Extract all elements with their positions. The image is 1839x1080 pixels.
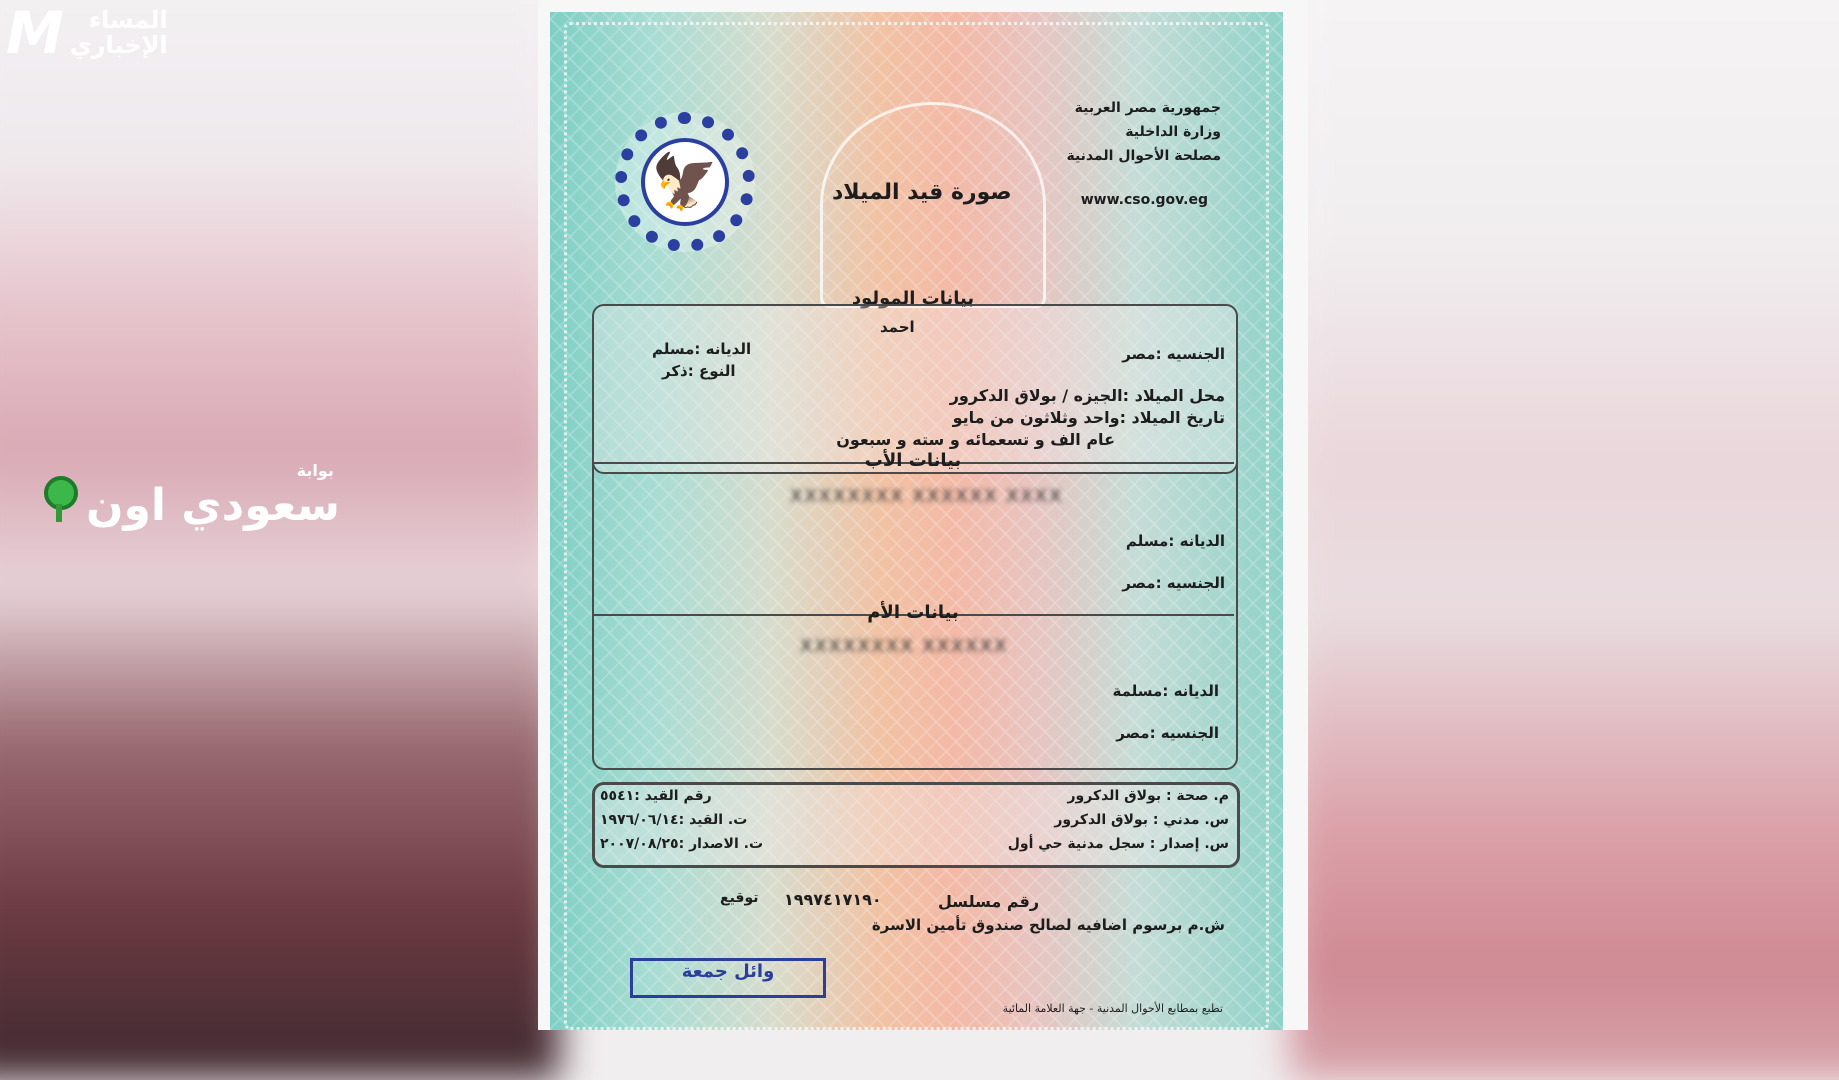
document-title: صورة قيد الميلاد — [832, 180, 1012, 205]
watermark-logo-side — [44, 462, 340, 532]
rosette-ornament — [820, 102, 1046, 308]
blurred-background-right — [1290, 0, 1839, 1080]
header-authority: مصلحة الأحوال المدنية — [1066, 148, 1221, 164]
watermark-logo-top — [6, 0, 168, 67]
section-mother: بيانات الأم — [867, 602, 959, 623]
mother-religion: الديانه :مسلمة — [1112, 682, 1219, 700]
registry-issue-office: س. إصدار : سجل مدنية حي أول — [1007, 836, 1229, 852]
newborn-nationality: الجنسيه :مصر — [1122, 345, 1225, 363]
mother-nationality: الجنسيه :مصر — [1116, 724, 1219, 742]
header-ministry: وزارة الداخلية — [1125, 124, 1221, 140]
newborn-birthplace: محل الميلاد :الجيزه / بولاق الدكرور — [949, 386, 1225, 405]
logo-line-2: الإخباري — [69, 31, 168, 59]
eagle-seal — [615, 112, 755, 252]
father-nationality: الجنسيه :مصر — [1122, 574, 1225, 592]
eagle-icon: 🦅 — [641, 138, 729, 226]
serial-label: رقم مسلسل — [938, 892, 1040, 911]
signature-label: توقيع — [720, 890, 759, 906]
logo-line-1: المساء — [88, 5, 168, 34]
father-religion: الديانه :مسلم — [1125, 532, 1225, 550]
header-website: www.cso.gov.eg — [1080, 192, 1208, 208]
stamp-text: وائل جمعة — [681, 961, 775, 982]
birth-certificate — [550, 12, 1283, 1030]
logo-name: سعودي اون — [86, 480, 340, 531]
official-stamp — [630, 958, 826, 998]
registry-record-number: رقم القيد :٥٥٤١ — [600, 788, 712, 804]
bottom-note: تطبع بمطابع الأحوال المدنية - جهة العلامة المائية — [1002, 1002, 1223, 1015]
mother-name-redacted: XXXXXXXX XXXXXX — [800, 636, 1009, 657]
newborn-religion: الديانه :مسلم — [652, 340, 752, 358]
father-name-redacted: XXXXXXXX XXXXXX XXXX — [790, 486, 1064, 507]
newborn-gender: النوع :ذكر — [662, 362, 736, 380]
registry-record-date: ت. القيد :١٩٧٦/٠٦/١٤ — [600, 812, 748, 828]
logo-m-icon: M — [6, 0, 64, 67]
blurred-background-left — [0, 0, 560, 1080]
section-father: بيانات الأب — [864, 450, 962, 471]
newborn-birthdate: تاريخ الميلاد :واحد وثلاثون من مايو — [952, 408, 1225, 427]
newborn-name: احمد — [880, 318, 915, 336]
registry-civil-office: س. مدني : بولاق الدكرور — [1054, 812, 1229, 828]
serial-number: ١٩٩٧٤١٧١٩٠ — [784, 890, 882, 909]
logo-prefix: بوابة — [296, 461, 334, 480]
newborn-birthyear: عام الف و تسعمائه و سته و سبعون — [836, 430, 1115, 449]
section-newborn: بيانات المولود — [851, 288, 975, 309]
fees-note: ش.م برسوم اضافيه لصالح صندوق تأمين الاسرة — [871, 916, 1225, 934]
header-country: جمهورية مصر العربية — [1074, 100, 1221, 116]
registry-issue-date: ت. الاصدار :٢٠٠٧/٠٨/٢٥ — [600, 836, 764, 852]
registry-health-office: م. صحة : بولاق الدكرور — [1067, 788, 1229, 804]
magnifier-icon — [44, 476, 78, 510]
